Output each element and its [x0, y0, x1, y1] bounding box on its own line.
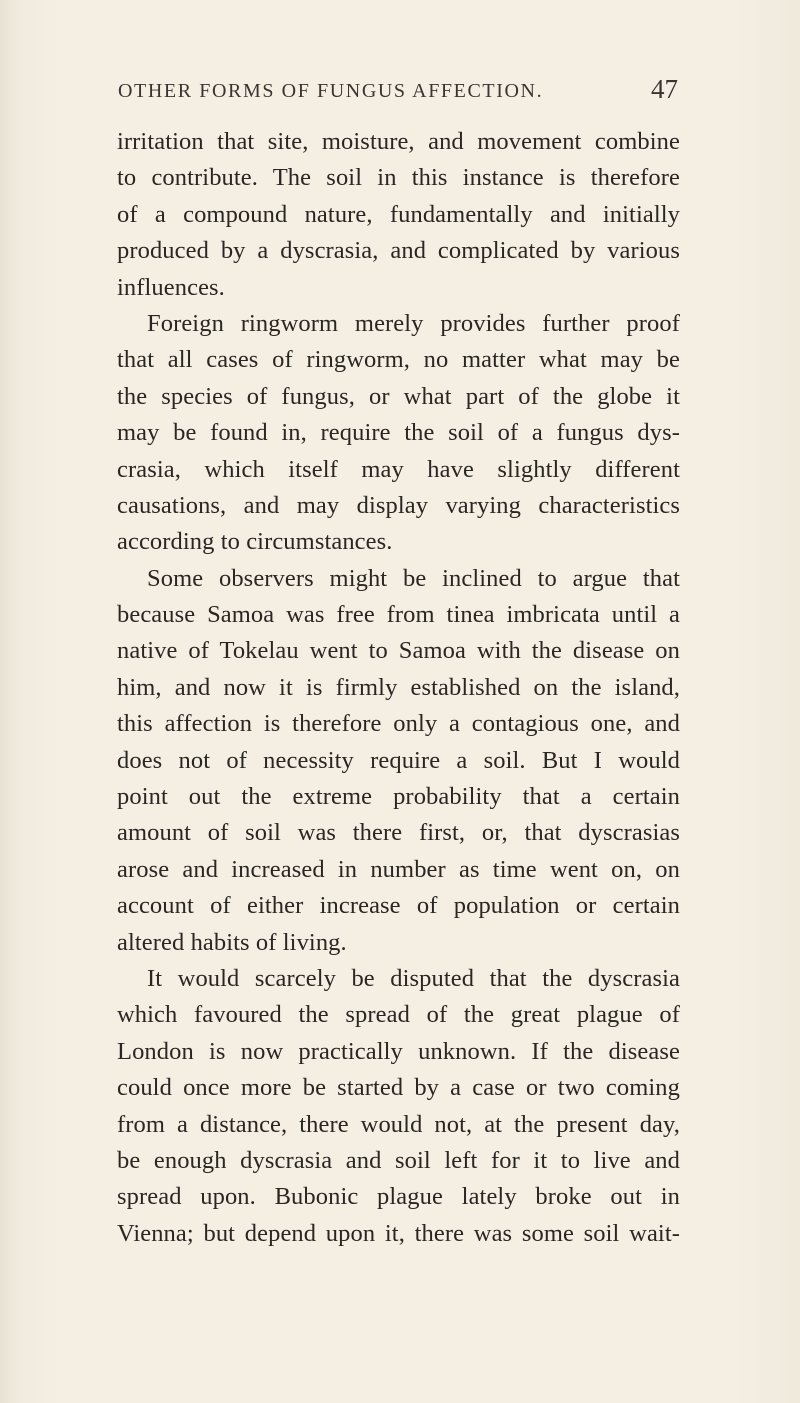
- text-line: spread upon. Bubonic plague lately broke out in: [117, 1183, 680, 1211]
- text-line: could once more be started by a case or two coming: [117, 1074, 680, 1102]
- page-number: 47: [651, 74, 678, 104]
- text-line: the species of fungus, or what part of the globe it: [117, 382, 680, 410]
- text-line: native of Tokelau went to Samoa with the disease on: [117, 637, 680, 665]
- text-line: causations, and may display varying characteristics: [117, 491, 680, 519]
- text-line: account of either increase of population or certain: [117, 892, 680, 920]
- text-line: from a distance, there would not, at the present day,: [117, 1110, 680, 1138]
- text-line: does not of necessity require a soil. But I would: [117, 746, 680, 774]
- text-line: produced by a dyscrasia, and complicated by various: [117, 237, 680, 265]
- text-line: this affection is therefore only a contagious one, and: [117, 710, 680, 738]
- text-line: according to circumstances.: [117, 528, 393, 556]
- text-line: to contribute. The soil in this instance is therefore: [117, 164, 680, 192]
- text-line: influences.: [117, 273, 225, 301]
- text-line: of a compound nature, fundamentally and initially: [117, 200, 680, 228]
- text-line: which favoured the spread of the great plague of: [117, 1001, 680, 1029]
- text-line: point out the extreme probability that a certain: [117, 783, 680, 811]
- running-head: [118, 74, 678, 110]
- text-line: arose and increased in number as time went on, on: [117, 855, 680, 883]
- text-line: crasia, which itself may have slightly different: [117, 455, 680, 483]
- text-line: Foreign ringworm merely provides further proof: [147, 309, 680, 337]
- text-line: amount of soil was there first, or, that dyscrasias: [117, 819, 680, 847]
- text-line: It would scarcely be disputed that the dyscrasia: [147, 964, 680, 992]
- text-line: Vienna; but depend upon it, there was some soil wait-: [117, 1219, 680, 1247]
- text-line: altered habits of living.: [117, 928, 347, 956]
- text-line: that all cases of ringworm, no matter what may be: [117, 346, 680, 374]
- text-line: London is now practically unknown. If the disease: [117, 1037, 680, 1065]
- text-line: him, and now it is firmly established on the island,: [117, 673, 680, 701]
- text-line: irritation that site, moisture, and movement combine: [117, 128, 680, 155]
- text-line: be enough dyscrasia and soil left for it to live and: [117, 1146, 680, 1174]
- text-line: Some observers might be inclined to argue that: [147, 564, 680, 592]
- text-line: may be found in, require the soil of a fungus dys-: [117, 419, 680, 447]
- text-line: because Samoa was free from tinea imbricata until a: [117, 601, 680, 629]
- running-title: OTHER FORMS OF FUNGUS AFFECTION.: [118, 80, 544, 102]
- body-text: [117, 124, 680, 1252]
